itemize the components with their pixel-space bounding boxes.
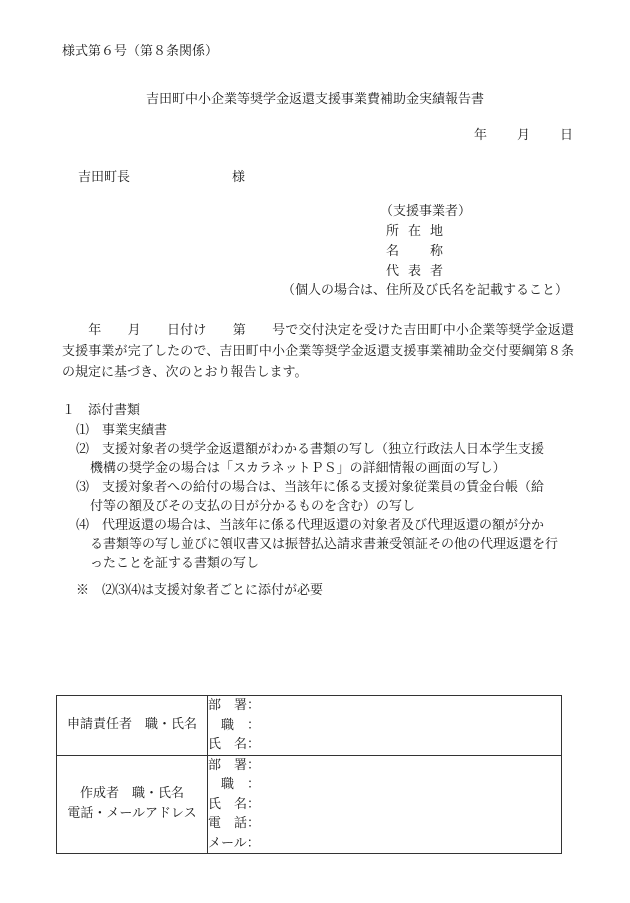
applicant-heading: （支援事業者） — [380, 204, 472, 219]
attachment-item-3-cont: 付等の額及びその支払の日が分かるものを含む）の写し — [90, 499, 416, 514]
addressee-honorific: 様 — [232, 170, 246, 185]
attachment-note: ※ ⑵⑶⑷は支援対象者ごとに添付が必要 — [76, 583, 324, 598]
document-title: 吉田町中小企業等奨学金返還支援事業費補助金実績報告書 — [145, 92, 484, 107]
applicant-note: （個人の場合は、住所及び氏名を記載すること） — [282, 283, 569, 298]
date-month: 月 — [517, 128, 531, 143]
responsible-fields — [208, 696, 562, 756]
preparer-department-field[interactable]: 部 署： — [208, 757, 261, 773]
preparer-email-field[interactable]: メール： — [208, 835, 260, 851]
attachment-item-1: ⑴ 事業実績書 — [76, 423, 168, 438]
responsible-department-field[interactable]: 部 署： — [208, 698, 261, 713]
applicant-address-label: 所 在 地 — [386, 224, 444, 239]
preparer-phone-field[interactable]: 電 話： — [208, 816, 261, 831]
preparer-fields — [208, 755, 562, 854]
report-body: 年 月 日付け 第 号で交付決定を受けた吉田町中小企業等奨学金返還支援事業が完了したので、吉田町中小企業等奨学金返還支援事業補助金交付要綱第８条の規定に基づき、次のとおり報告します。 — [62, 323, 574, 380]
preparer-position-field[interactable]: 職 ： — [208, 777, 261, 792]
form-number: 様式第６号（第８条関係） — [62, 44, 219, 59]
date-day: 日 — [560, 128, 574, 143]
preparer-name-field[interactable]: 氏 名： — [208, 796, 261, 812]
date-line — [474, 128, 573, 144]
responsible-name-field[interactable]: 氏 名： — [208, 737, 261, 752]
attachment-item-2: ⑵ 支援対象者の奨学金返還額がわかる書類の写し（独立行政法人日本学生支援 — [76, 442, 545, 457]
applicant-representative-label: 代 表 者 — [386, 264, 444, 279]
signature-table — [56, 695, 562, 854]
attachment-item-2-cont: 機構の奨学金の場合は「スカラネットＰＳ」の詳細情報の画面の写し） — [90, 461, 506, 476]
responsible-label: 申請責任者 職・氏名 — [57, 696, 208, 756]
attachment-item-4-cont-2: ったことを証する書類の写し — [90, 556, 260, 571]
preparer-label: 作成者 職・氏名 電話・メールアドレス — [57, 755, 208, 854]
applicant-name-label: 名 称 — [386, 244, 444, 259]
addressee — [78, 170, 245, 186]
responsible-position-field[interactable]: 職 ： — [208, 717, 261, 733]
addressee-name: 吉田町長 — [78, 170, 131, 185]
attachment-item-4: ⑷ 代理返還の場合は、当該年に係る代理返還の対象者及び代理返還の額が分か — [76, 518, 545, 533]
attachment-item-4-cont-1: る書類等の写し並びに領収書又は振替払込請求書兼受領証その他の代理返還を行 — [90, 537, 559, 552]
date-year: 年 — [474, 128, 488, 143]
attachments-title: １ 添付書類 — [62, 403, 141, 418]
attachment-item-3: ⑶ 支援対象者への給付の場合は、当該年に係る支援対象従業員の賃金台帳（給 — [76, 480, 545, 495]
